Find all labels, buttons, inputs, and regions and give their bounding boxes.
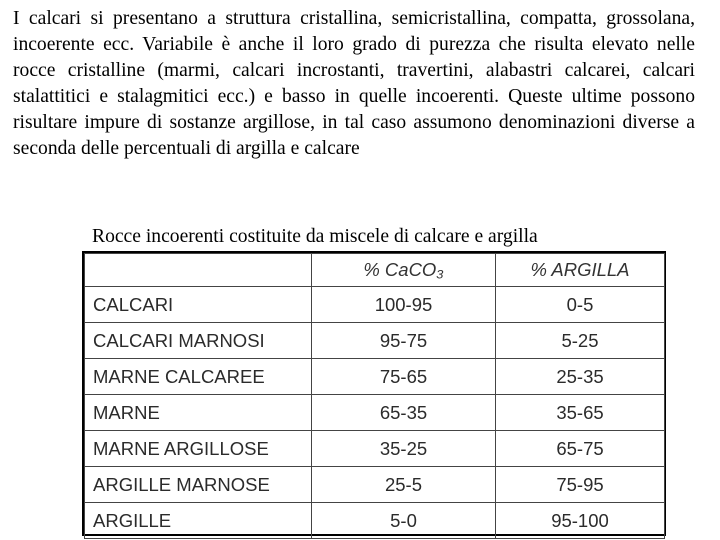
argilla-cell: 95-100 bbox=[496, 503, 665, 539]
caco3-cell: 100-95 bbox=[312, 287, 496, 323]
table-row bbox=[85, 323, 665, 359]
argilla-cell: 35-65 bbox=[496, 395, 665, 431]
argilla-cell: 0-5 bbox=[496, 287, 665, 323]
rock-name-cell: MARNE bbox=[85, 395, 312, 431]
caco3-cell: 95-75 bbox=[312, 323, 496, 359]
argilla-cell: 75-95 bbox=[496, 467, 665, 503]
caco3-cell: 75-65 bbox=[312, 359, 496, 395]
table-row bbox=[85, 287, 665, 323]
header-rock-name bbox=[85, 254, 312, 287]
table-row bbox=[85, 467, 665, 503]
table-row bbox=[85, 395, 665, 431]
table-row bbox=[85, 359, 665, 395]
caco3-cell: 65-35 bbox=[312, 395, 496, 431]
rock-name-cell: ARGILLE MARNOSE bbox=[85, 467, 312, 503]
argilla-cell: 25-35 bbox=[496, 359, 665, 395]
composition-table bbox=[84, 253, 665, 539]
rock-name-cell: MARNE CALCAREE bbox=[85, 359, 312, 395]
table-row bbox=[85, 503, 665, 539]
header-argilla-percent: % ARGILLA bbox=[496, 254, 665, 287]
argilla-cell: 65-75 bbox=[496, 431, 665, 467]
table-caption: Rocce incoerenti costituite da miscele di calcare e argilla bbox=[92, 226, 538, 247]
header-caco3-percent: % CaCO₃ bbox=[312, 254, 496, 287]
rock-name-cell: CALCARI bbox=[85, 287, 312, 323]
caco3-cell: 25-5 bbox=[312, 467, 496, 503]
table-row bbox=[85, 431, 665, 467]
rock-name-cell: MARNE ARGILLOSE bbox=[85, 431, 312, 467]
body-paragraph: I calcari si presentano a struttura cristallina, semicristallina, compatta, grossolana, incoerente ecc. Variabile è anche il loro grado di purezza che risulta elevato nelle rocce cristalline (marmi, calcari incrostanti, travertini, alabastri calcarei, calcari stalattitici e stalagmitici ecc.) e basso in quelle incoerenti. Queste ultime possono risultare impure di sostanze argillose, in tal caso assumono denominazioni diverse a seconda delle percentuali di argilla e calcare bbox=[13, 8, 695, 159]
caco3-cell: 5-0 bbox=[312, 503, 496, 539]
caco3-cell: 35-25 bbox=[312, 431, 496, 467]
rock-name-cell: ARGILLE bbox=[85, 503, 312, 539]
composition-table-frame bbox=[82, 251, 666, 536]
argilla-cell: 5-25 bbox=[496, 323, 665, 359]
table-header-row bbox=[85, 254, 665, 287]
rock-name-cell: CALCARI MARNOSI bbox=[85, 323, 312, 359]
